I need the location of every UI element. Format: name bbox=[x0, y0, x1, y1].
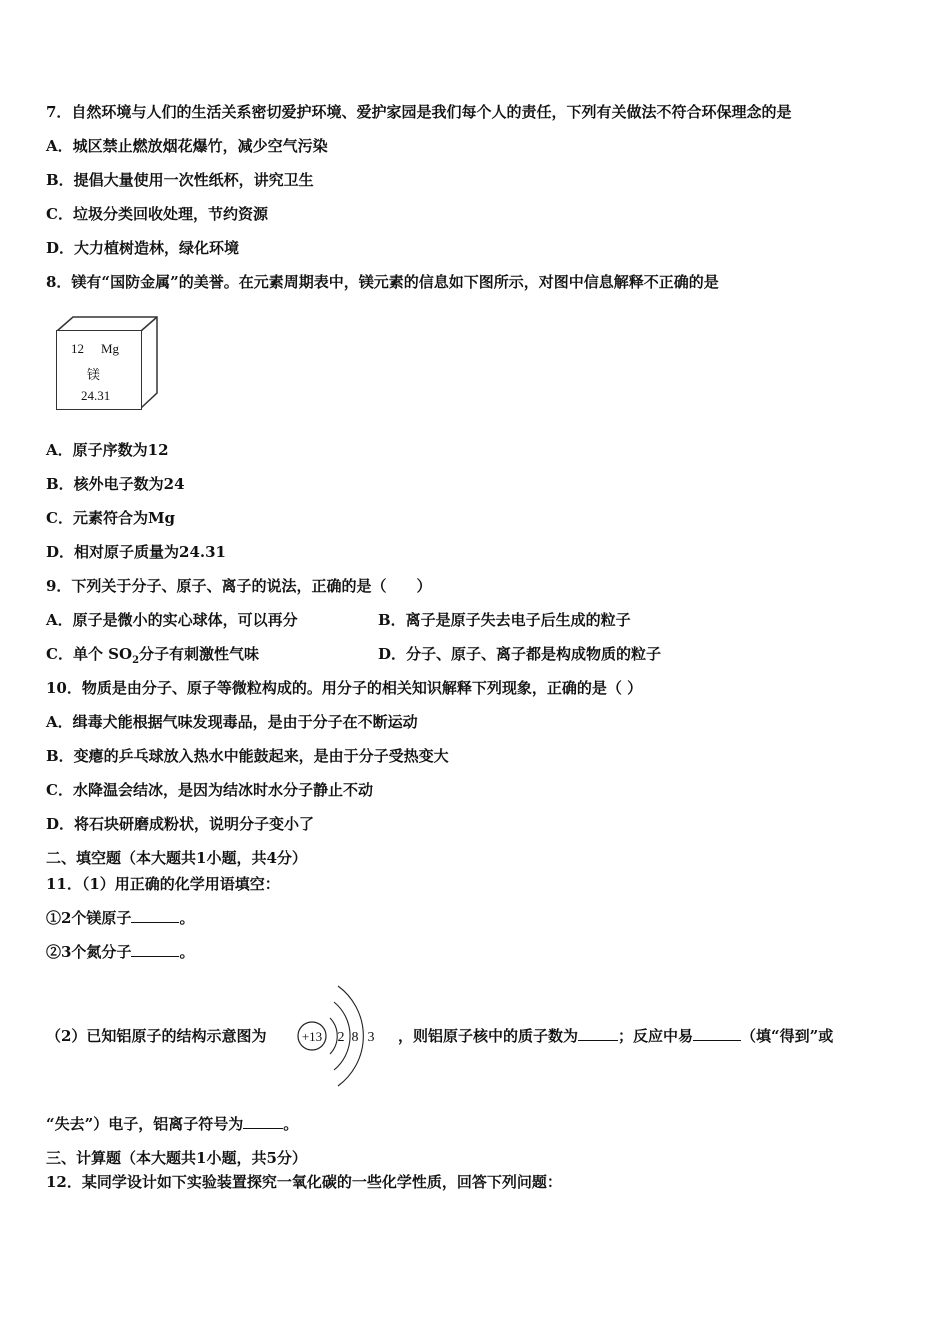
q8-stem: 8．镁有“国防金属”的美誉。在元素周期表中，镁元素的信息如下图所示，对图中信息解释不正确的是 bbox=[46, 273, 719, 291]
q9-option-d: D．分子、原子、离子都是构成物质的粒子 bbox=[378, 645, 662, 663]
answer-blank[interactable] bbox=[131, 908, 179, 923]
q8-option-c: C．元素符合为Mg bbox=[46, 509, 176, 527]
shell-2-electrons: 8 bbox=[351, 1030, 359, 1045]
q10-option-b: B．变瘪的乒乓球放入热水中能鼓起来，是由于分子受热变大 bbox=[46, 747, 449, 765]
q11-item-2-text: ②3个氮分子 bbox=[46, 943, 132, 961]
q9-stem: 9．下列关于分子、原子、离子的说法，正确的是（ ） bbox=[46, 577, 432, 595]
q7-option-c: C．垃圾分类回收处理，节约资源 bbox=[46, 205, 268, 223]
atom-structure-svg bbox=[292, 976, 404, 1096]
q7-stem: 7．自然环境与人们的生活关系密切爱护环境、爱护家园是我们每个人的责任，下列有关做法不符合环保理念的是 bbox=[46, 103, 792, 121]
answer-blank[interactable] bbox=[243, 1114, 283, 1129]
atomic-mass: 24.31 bbox=[81, 388, 111, 403]
q11-part2-text-2: ；反应中易 bbox=[618, 1027, 694, 1045]
q11-part2-post bbox=[398, 1026, 833, 1046]
q9-option-b: B．离子是原子失去电子后生成的粒子 bbox=[378, 611, 631, 629]
answer-blank[interactable] bbox=[693, 1026, 741, 1041]
element-tile-magnesium bbox=[54, 316, 158, 410]
q9-option-c-subscript: 2 bbox=[132, 655, 140, 666]
q8-option-b: B．核外电子数为24 bbox=[46, 475, 185, 493]
atomic-number: 12 bbox=[71, 341, 84, 356]
q10-option-a: A．缉毒犬能根据气味发现毒品，是由于分子在不断运动 bbox=[46, 713, 418, 731]
q11-part2-pre: （2）已知铝原子的结构示意图为 bbox=[46, 1027, 267, 1045]
section-2-heading: 二、填空题（本大题共1小题，共4分） bbox=[46, 849, 307, 867]
q9-option-c bbox=[46, 644, 259, 671]
q11-item-1 bbox=[46, 908, 194, 928]
q11-part2-line2-text: “失去”）电子，铝离子符号为 bbox=[46, 1115, 244, 1133]
q11-part2-line2-end: 。 bbox=[283, 1115, 299, 1133]
answer-blank[interactable] bbox=[131, 942, 179, 957]
element-tile-face bbox=[56, 330, 142, 410]
element-symbol: Mg bbox=[101, 341, 120, 356]
q7-option-a: A．城区禁止燃放烟花爆竹，减少空气污染 bbox=[46, 137, 328, 155]
q11-part2-text-1: ，则铝原子核中的质子数为 bbox=[398, 1027, 579, 1045]
q11-item-2-end: 。 bbox=[179, 943, 195, 961]
q10-stem: 10．物质是由分子、原子等微粒构成的。用分子的相关知识解释下列现象，正确的是（ ） bbox=[46, 679, 643, 697]
section-3-heading: 三、计算题（本大题共1小题，共5分） bbox=[46, 1149, 307, 1167]
q8-option-d: D．相对原子质量为24.31 bbox=[46, 543, 226, 561]
q7-option-b: B．提倡大量使用一次性纸杯，讲究卫生 bbox=[46, 171, 314, 189]
shell-3-electrons: 3 bbox=[367, 1030, 375, 1045]
answer-blank[interactable] bbox=[578, 1026, 618, 1041]
q11-stem: 11．（1）用正确的化学用语填空： bbox=[46, 875, 280, 893]
shell-1-electrons: 2 bbox=[337, 1030, 345, 1045]
q9-option-c-post: 分子有刺激性气味 bbox=[139, 645, 260, 663]
q9-option-c-pre: C．单个 SO bbox=[46, 645, 133, 663]
q11-item-1-text: ①2个镁原子 bbox=[46, 909, 132, 927]
q7-option-d: D．大力植树造林，绿化环境 bbox=[46, 239, 240, 257]
q8-option-a: A．原子序数为12 bbox=[46, 441, 169, 459]
q10-option-c: C．水降温会结冰，是因为结冰时水分子静止不动 bbox=[46, 781, 373, 799]
q11-item-1-end: 。 bbox=[179, 909, 195, 927]
element-name: 镁 bbox=[87, 367, 101, 382]
q11-part2-text-3: （填“得到”或 bbox=[741, 1027, 834, 1045]
q10-option-d: D．将石块研磨成粉状，说明分子变小了 bbox=[46, 815, 315, 833]
q11-part2-line2 bbox=[46, 1114, 298, 1134]
q11-item-2 bbox=[46, 942, 194, 962]
q9-option-a: A．原子是微小的实心球体，可以再分 bbox=[46, 611, 298, 629]
aluminum-atom-diagram bbox=[292, 976, 404, 1096]
nucleus-charge: +13 bbox=[301, 1029, 323, 1044]
q12-stem: 12．某同学设计如下实验装置探究一氧化碳的一些化学性质，回答下列问题： bbox=[46, 1173, 562, 1191]
